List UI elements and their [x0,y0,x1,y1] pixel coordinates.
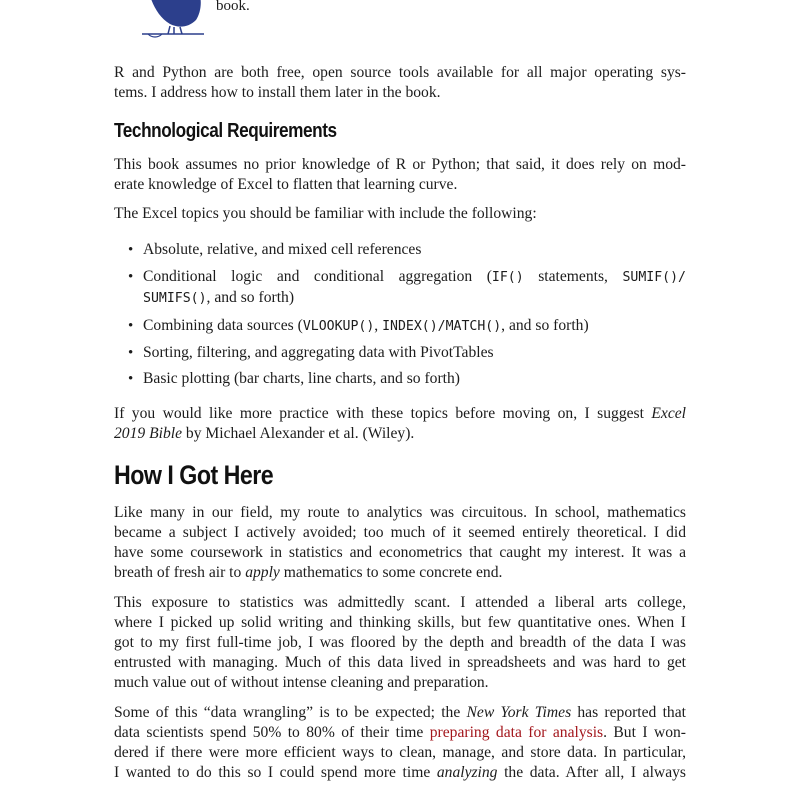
book-title: Excel [651,405,686,422]
code-span: INDEX()/MATCH() [382,319,502,334]
list-item [114,369,686,389]
text-line [114,703,686,723]
code-span: SUMIF()/ [622,270,686,285]
how-paragraph-2 [114,593,686,693]
list-item-text: statements, [523,268,623,285]
text-line: This exposure to statistics was admittedly scant. I attended a liberal arts college, [114,594,686,611]
text-line: The Excel topics you should be familiar with include the following: [114,205,537,222]
text-line: much value out of without intense cleaning and preparation. [114,674,489,691]
text-run: by Michael Alexander et al. (Wiley). [182,425,415,442]
section-heading-how: How I Got Here [114,460,274,490]
text-line: entrusted with managing. Much of this data lived in spreadsheets and was hard to get [114,654,686,671]
text-line: R and Python are both free, open source tools available for all major operating sys- [114,64,686,81]
list-item [114,343,686,363]
code-span: SUMIFS() [143,291,207,306]
text-run: . But I won- [603,724,686,741]
text-line: This book assumes no prior knowledge of R or Python; that said, it does rely on mod- [114,156,686,173]
book-title: 2019 Bible [114,425,182,442]
tech-paragraph-3 [114,404,686,444]
text-line [114,763,686,783]
list-item [114,240,686,260]
text-line: erate knowledge of Excel to flatten that learning curve. [114,176,458,193]
section-heading-tech: Technological Requirements [114,120,337,142]
how-paragraph-3 [114,703,686,783]
tip-text: book. [216,0,250,14]
text-line [114,424,686,444]
list-item-text: Absolute, relative, and mixed cell references [143,241,422,258]
list-item-text: Combining data sources ( [143,317,303,334]
text-run: has reported that [571,704,686,721]
list-item-text: , and so forth) [206,289,295,306]
text-line: became a subject I actively avoided; too much of it seemed entirely theoretical. I did [114,524,686,541]
text-line: dered if there were more efficient ways to clean, manage, and store data. In particular, [114,744,686,761]
text-line [143,288,686,309]
bird-icon [140,0,206,40]
preparing-data-link[interactable]: preparing data for analysis [429,724,604,741]
emphasis: analyzing [436,764,498,781]
intro-paragraph [114,63,686,103]
code-span: VLOOKUP() [302,319,375,334]
text-line: tems. I address how to install them later in the book. [114,84,441,101]
list-item-text: , and so forth) [501,317,589,334]
tech-paragraph-2 [114,204,686,224]
text-run: mathematics to some concrete end. [279,564,503,581]
excel-topics-list [114,240,686,389]
text-line [143,267,686,288]
text-line: got to my first full-time job, I was floored by the depth and breadth of the data I was [114,634,686,651]
text-line [114,723,686,743]
code-span: IF() [491,270,524,285]
text-line [114,404,686,424]
text-run: Some of this “data wrangling” is to be expected; the [114,704,467,721]
text-run: data scientists spend 50% to 80% of their time [114,724,430,741]
text-line [114,563,686,583]
list-item-text: Sorting, filtering, and aggregating data with PivotTables [143,344,494,361]
text-run: breath of fresh air to [114,564,246,581]
list-item-text: Conditional logic and conditional aggregation ( [143,268,492,285]
text-run: I wanted to do this so I could spend more time [114,764,437,781]
text-run: the data. After all, I always [497,764,686,781]
text-line: Like many in our field, my route to analytics was circuitous. In school, mathematics [114,504,686,521]
tech-paragraph-1 [114,155,686,195]
text-run: If you would like more practice with these topics before moving on, I suggest [114,405,652,422]
list-item-text: Basic plotting (bar charts, line charts, and so forth) [143,370,460,387]
how-paragraph-1 [114,503,686,583]
emphasis: apply [245,564,280,581]
text-line: where I picked up solid writing and thinking skills, but few quantitative ones. When I [114,614,686,631]
list-item-text: , [374,317,383,334]
text-line: have some coursework in statistics and econometrics that caught my interest. It was a [114,544,686,561]
publication-name: New York Times [466,704,572,721]
list-item [114,267,686,309]
list-item [114,316,686,337]
